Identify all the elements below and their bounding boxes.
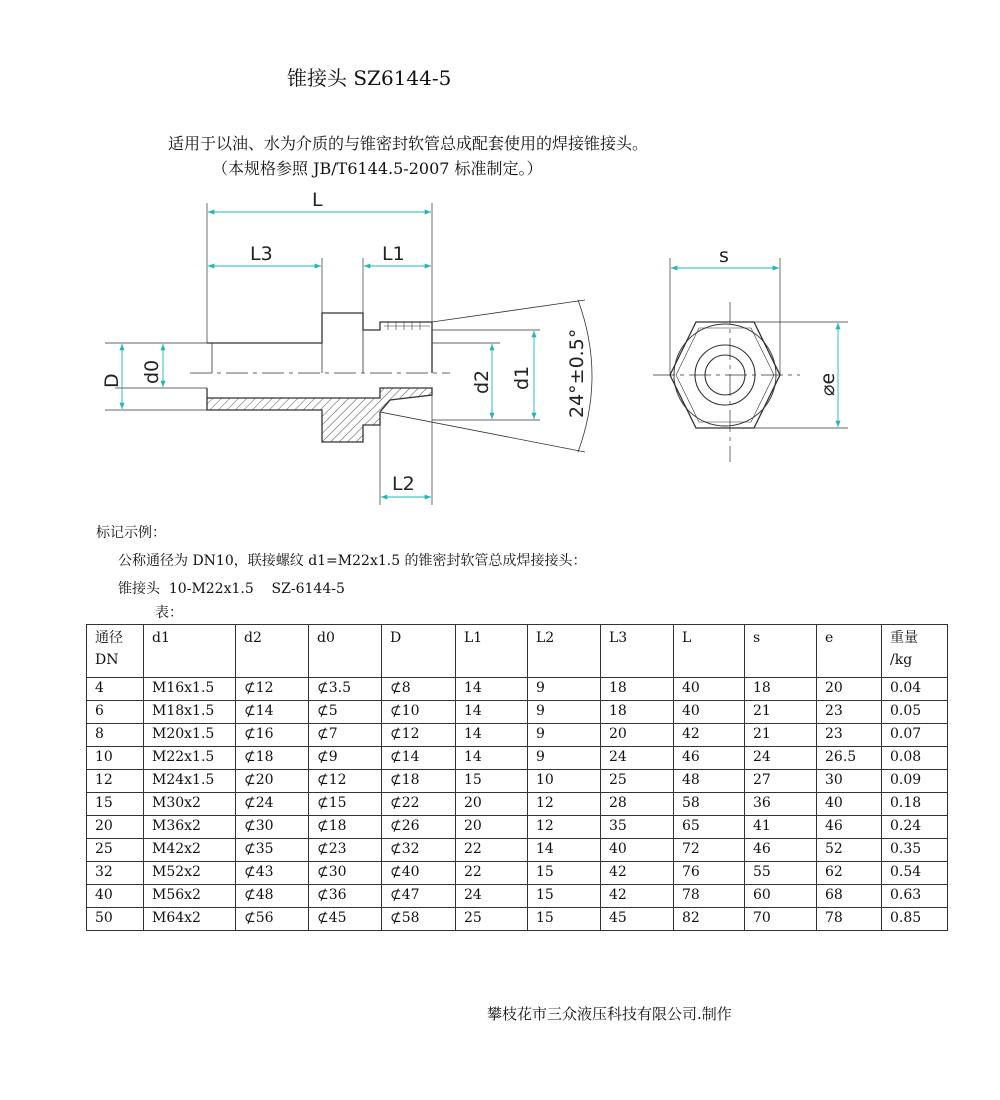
header-cell: d1 [144, 625, 236, 678]
table-cell: ⊄20 [236, 770, 309, 793]
spec-table-header [87, 625, 948, 678]
table-cell: 15 [528, 862, 601, 885]
dim-label-L3: L3 [250, 243, 273, 265]
table-cell: 20 [87, 816, 144, 839]
table-cell: ⊄40 [382, 862, 456, 885]
table-cell: 78 [674, 885, 745, 908]
table-cell: 45 [601, 908, 674, 931]
table-row [87, 885, 948, 908]
table-cell: 55 [745, 862, 817, 885]
header-row [87, 625, 948, 678]
table-row [87, 862, 948, 885]
table-cell: 0.54 [882, 862, 948, 885]
header-cell: d2 [236, 625, 309, 678]
table-cell: 0.35 [882, 839, 948, 862]
end-view-dimensions [671, 268, 838, 427]
table-cell: ⊄12 [236, 678, 309, 701]
header-cell: d0 [309, 625, 382, 678]
header-cell: L1 [456, 625, 528, 678]
table-cell: ⊄24 [236, 793, 309, 816]
table-cell: 23 [817, 701, 882, 724]
table-cell: 0.09 [882, 770, 948, 793]
table-cell: 26.5 [817, 747, 882, 770]
table-cell: 46 [674, 747, 745, 770]
table-cell: 15 [456, 770, 528, 793]
header-cell: e [817, 625, 882, 678]
end-view [653, 258, 848, 462]
table-cell: ⊄48 [236, 885, 309, 908]
table-cell: 40 [601, 839, 674, 862]
dim-label-d1: d1 [511, 365, 533, 390]
table-cell: ⊄56 [236, 908, 309, 931]
marking-example-line-1: 公称通径为 DN10，联接螺纹 d1=M22x1.5 的锥密封软管总成焊接接头： [118, 553, 587, 569]
table-cell: ⊄30 [236, 816, 309, 839]
table-cell: ⊄22 [382, 793, 456, 816]
table-cell: 18 [601, 678, 674, 701]
table-cell: ⊄12 [309, 770, 382, 793]
page-title: 锥接头 SZ6144-5 [287, 66, 452, 90]
table-cell: ⊄18 [236, 747, 309, 770]
table-cell: 24 [601, 747, 674, 770]
table-cell: 9 [528, 747, 601, 770]
header-cell: 重量 /kg [882, 625, 948, 678]
table-cell: 18 [601, 701, 674, 724]
table-cell: 40 [817, 793, 882, 816]
spec-table [86, 624, 948, 931]
table-cell: ⊄45 [309, 908, 382, 931]
footer-credit: 攀枝花市三众液压科技有限公司.制作 [487, 1005, 732, 1023]
table-cell: 22 [456, 862, 528, 885]
dim-label-s: s [719, 245, 729, 267]
table-cell: 58 [674, 793, 745, 816]
table-cell: ⊄15 [309, 793, 382, 816]
dim-label-D: D [101, 373, 123, 388]
dim-label-angle: 24°±0.5° [566, 328, 588, 418]
table-row [87, 908, 948, 931]
table-cell: 72 [674, 839, 745, 862]
table-cell: ⊄14 [236, 701, 309, 724]
table-cell: 9 [528, 678, 601, 701]
table-cell: 46 [745, 839, 817, 862]
table-cell: 14 [456, 701, 528, 724]
table-cell: 50 [87, 908, 144, 931]
table-cell: 14 [528, 839, 601, 862]
table-cell: 0.07 [882, 724, 948, 747]
table-cell: 42 [601, 862, 674, 885]
table-caption: 表： [155, 605, 183, 621]
table-cell: 0.63 [882, 885, 948, 908]
table-cell: 10 [87, 747, 144, 770]
table-cell: 14 [456, 678, 528, 701]
table-cell: 82 [674, 908, 745, 931]
table-cell: 25 [87, 839, 144, 862]
table-cell: ⊄18 [309, 816, 382, 839]
table-cell: 8 [87, 724, 144, 747]
table-cell: 48 [674, 770, 745, 793]
table-cell: ⊄14 [382, 747, 456, 770]
header-cell: 通径 DN [87, 625, 144, 678]
dim-label-d2: d2 [471, 369, 493, 394]
table-cell: 15 [528, 908, 601, 931]
table-cell: 14 [456, 724, 528, 747]
table-cell: ⊄12 [382, 724, 456, 747]
table-cell: 24 [456, 885, 528, 908]
marking-example-line-2: 锥接头 10-M22x1.5 SZ-6144-5 [118, 581, 345, 597]
table-row [87, 747, 948, 770]
table-cell: 42 [674, 724, 745, 747]
table-cell: 15 [528, 885, 601, 908]
header-cell: L [674, 625, 745, 678]
table-cell: 0.05 [882, 701, 948, 724]
table-cell: ⊄32 [382, 839, 456, 862]
table-cell: 42 [601, 885, 674, 908]
technical-drawing [0, 190, 1000, 520]
table-row [87, 839, 948, 862]
table-cell: ⊄30 [309, 862, 382, 885]
table-cell: ⊄10 [382, 701, 456, 724]
table-cell: 20 [817, 678, 882, 701]
table-cell: ⊄5 [309, 701, 382, 724]
table-cell: 24 [745, 747, 817, 770]
table-cell: M30x2 [144, 793, 236, 816]
table-row [87, 816, 948, 839]
table-cell: 9 [528, 724, 601, 747]
table-cell: 40 [87, 885, 144, 908]
dim-label-e: ⌀e [817, 372, 839, 396]
table-cell: 12 [87, 770, 144, 793]
table-cell: 70 [745, 908, 817, 931]
table-cell: 76 [674, 862, 745, 885]
table-cell: M24x1.5 [144, 770, 236, 793]
table-cell: 65 [674, 816, 745, 839]
marking-heading: 标记示例： [96, 525, 166, 541]
table-cell: ⊄3.5 [309, 678, 382, 701]
table-cell: 21 [745, 701, 817, 724]
table-cell: ⊄26 [382, 816, 456, 839]
table-cell: M56x2 [144, 885, 236, 908]
table-cell: 10 [528, 770, 601, 793]
table-cell: ⊄43 [236, 862, 309, 885]
table-cell: ⊄36 [309, 885, 382, 908]
table-cell: 25 [601, 770, 674, 793]
description-line-1: 适用于以油、水为介质的与锥密封软管总成配套使用的焊接锥接头。 [168, 134, 649, 153]
table-row [87, 793, 948, 816]
table-cell: M20x1.5 [144, 724, 236, 747]
table-row [87, 724, 948, 747]
side-view-dimensions [122, 212, 534, 497]
dim-label-d0: d0 [141, 359, 163, 384]
table-cell: 25 [456, 908, 528, 931]
table-cell: 30 [817, 770, 882, 793]
table-cell: 0.08 [882, 747, 948, 770]
table-cell: ⊄9 [309, 747, 382, 770]
table-cell: 35 [601, 816, 674, 839]
table-cell: M18x1.5 [144, 701, 236, 724]
table-cell: ⊄16 [236, 724, 309, 747]
table-cell: 46 [817, 816, 882, 839]
table-cell: 32 [87, 862, 144, 885]
table-cell: M42x2 [144, 839, 236, 862]
spec-table-body [87, 678, 948, 931]
table-cell: 40 [674, 701, 745, 724]
table-row [87, 701, 948, 724]
table-cell: ⊄35 [236, 839, 309, 862]
table-cell: 68 [817, 885, 882, 908]
table-cell: 40 [674, 678, 745, 701]
table-cell: ⊄23 [309, 839, 382, 862]
table-cell: 27 [745, 770, 817, 793]
side-view-labels [101, 190, 588, 495]
table-cell: ⊄8 [382, 678, 456, 701]
dim-label-L: L [312, 190, 323, 211]
table-cell: 4 [87, 678, 144, 701]
table-cell: 41 [745, 816, 817, 839]
table-cell: M16x1.5 [144, 678, 236, 701]
table-cell: 22 [456, 839, 528, 862]
table-cell: ⊄47 [382, 885, 456, 908]
table-cell: 20 [456, 816, 528, 839]
table-cell: 0.18 [882, 793, 948, 816]
table-cell: 12 [528, 816, 601, 839]
description-line-2: （本规格参照 JB/T6144.5-2007 标准制定。） [212, 159, 543, 178]
table-row [87, 678, 948, 701]
table-cell: M64x2 [144, 908, 236, 931]
table-cell: 9 [528, 701, 601, 724]
header-cell: L2 [528, 625, 601, 678]
table-cell: 0.24 [882, 816, 948, 839]
table-cell: 60 [745, 885, 817, 908]
table-cell: 62 [817, 862, 882, 885]
table-cell: M36x2 [144, 816, 236, 839]
table-cell: ⊄7 [309, 724, 382, 747]
table-cell: 23 [817, 724, 882, 747]
header-cell: s [745, 625, 817, 678]
table-cell: 21 [745, 724, 817, 747]
table-cell: M52x2 [144, 862, 236, 885]
table-cell: 0.85 [882, 908, 948, 931]
table-row [87, 770, 948, 793]
table-cell: 78 [817, 908, 882, 931]
table-cell: 18 [745, 678, 817, 701]
side-view [105, 203, 592, 505]
table-cell: 36 [745, 793, 817, 816]
table-cell: 20 [601, 724, 674, 747]
table-cell: ⊄58 [382, 908, 456, 931]
table-cell: 0.04 [882, 678, 948, 701]
table-cell: 15 [87, 793, 144, 816]
dim-label-L2: L2 [392, 473, 415, 495]
header-cell: L3 [601, 625, 674, 678]
table-cell: 20 [456, 793, 528, 816]
table-cell: 28 [601, 793, 674, 816]
table-cell: M22x1.5 [144, 747, 236, 770]
table-cell: ⊄18 [382, 770, 456, 793]
dim-label-L1: L1 [382, 243, 405, 265]
table-cell: 6 [87, 701, 144, 724]
header-cell: D [382, 625, 456, 678]
table-cell: 14 [456, 747, 528, 770]
table-cell: 52 [817, 839, 882, 862]
table-cell: 12 [528, 793, 601, 816]
